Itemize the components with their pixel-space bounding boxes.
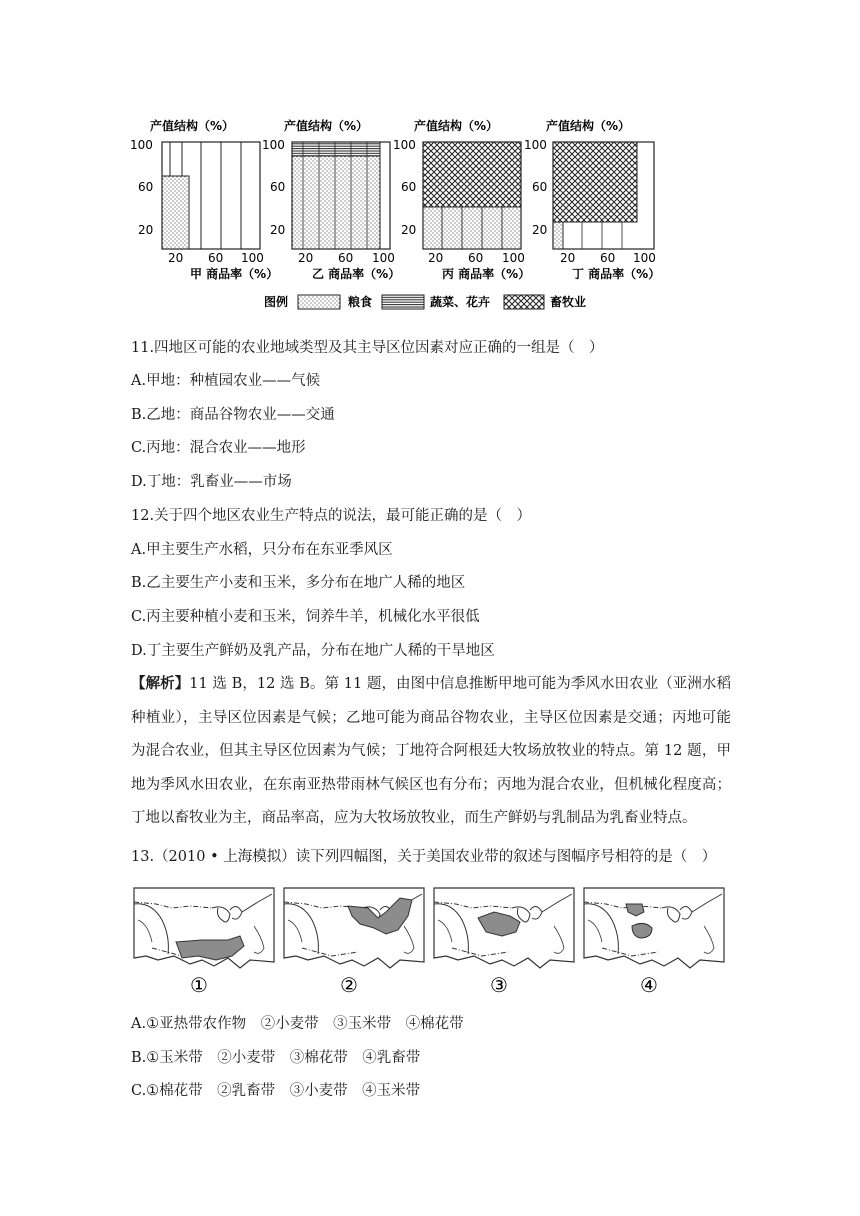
- panel-jia-xtick-20: 20: [168, 251, 184, 265]
- panel-ding-xtick-100: 100: [633, 251, 656, 265]
- panel-ding-y-title: 产值结构（%）: [546, 119, 631, 133]
- q13-option-b: B.①玉米带 ②小麦带 ③棉花带 ④乳畜带: [131, 1050, 421, 1066]
- panel-bing: [393, 118, 530, 281]
- legend-vegetable-swatch: [382, 295, 424, 309]
- map-3-shaded-region: [478, 912, 520, 936]
- legend-grain-label: 粮食: [348, 295, 373, 309]
- panel-yi-ytick-100: 100: [262, 138, 285, 152]
- panel-jia-xtick-60: 60: [208, 251, 224, 265]
- panel-jia-grain-bar: [162, 176, 189, 249]
- legend-title: 图例: [264, 295, 289, 309]
- map-4-label: ④: [640, 973, 658, 997]
- figure-legend: [264, 294, 586, 309]
- panel-ding-xtick-20: 20: [560, 251, 576, 265]
- panel-jia-xtick-100: 100: [241, 251, 264, 265]
- panel-bing-grain-bar: [423, 207, 521, 249]
- panel-yi-y-title: 产值结构（%）: [284, 119, 369, 133]
- legend-grain-swatch: [298, 295, 340, 309]
- production-structure-figure: [128, 112, 661, 322]
- q11-option-d: D.丁地：乳畜业——市场: [131, 474, 292, 490]
- map-2: [284, 888, 424, 997]
- panel-ding-livestock-bar: [553, 142, 637, 222]
- q12-option-b: B.乙主要生产小麦和玉米，多分布在地广人稀的地区: [131, 575, 466, 591]
- q12-option-a: A.甲主要生产水稻，只分布在东亚季风区: [131, 542, 393, 558]
- legend-vegetable-label: 蔬菜、花卉: [430, 295, 491, 309]
- q11-option-c: C.丙地：混合农业——地形: [131, 440, 306, 456]
- panel-ding-ytick-100: 100: [524, 138, 547, 152]
- analysis-text: 11 选 B，12 选 B。第 11 题，由图中信息推断甲地可能为季风水田农业（亚洲水稻种植业），主导区位因素是气候；乙地可能为商品谷物农业，主导区位因素是交通；丙地可能为混合农业，但其主导区位因素为气候；丁地符合阿根廷大牧场放牧业的特点。第 12 题，甲地为季风水田农业，在东南亚热带雨林气候区也有分布；丙地为混合农业，但机械化程度高；丁地以畜牧业为主，商品率高，应为大牧场放牧业，而生产鲜奶与乳制品为乳畜业特点。: [131, 676, 731, 826]
- panel-yi-ytick-60: 60: [270, 180, 286, 194]
- panel-ding-x-label: 丁 商品率（%）: [572, 267, 661, 281]
- panel-bing-xtick-20: 20: [428, 251, 444, 265]
- panel-bing-ytick-60: 60: [401, 180, 417, 194]
- panel-jia-y-title: 产值结构（%）: [150, 119, 235, 133]
- panel-jia: [130, 118, 278, 281]
- panel-bing-xtick-60: 60: [468, 251, 484, 265]
- map-2-label: ②: [340, 973, 358, 997]
- panel-bing-x-label: 丙 商品率（%）: [442, 267, 531, 281]
- map-2-shaded-region: [348, 898, 412, 934]
- panel-jia-ytick-20: 20: [138, 223, 154, 237]
- map-3-label: ③: [490, 973, 508, 997]
- panel-yi-xtick-100: 100: [372, 251, 395, 265]
- panel-ding-ytick-60: 60: [532, 180, 548, 194]
- panel-jia-ytick-100: 100: [130, 138, 153, 152]
- map-4-shaded-region-south: [632, 923, 652, 938]
- panel-yi-xtick-20: 20: [298, 251, 314, 265]
- us-agriculture-maps: [128, 884, 728, 996]
- panel-bing-xtick-100: 100: [502, 251, 525, 265]
- q12-stem: 12.关于四个地区农业生产特点的说法，最可能正确的是（ ）: [131, 508, 532, 524]
- map-1-label: ①: [190, 973, 208, 997]
- panel-yi-ytick-20: 20: [270, 223, 286, 237]
- q13-option-a: A.①亚热带农作物 ②小麦带 ③玉米带 ④棉花带: [131, 1016, 464, 1032]
- legend-livestock-label: 畜牧业: [550, 295, 587, 309]
- map-3: [434, 888, 574, 997]
- panel-yi-x-label: 乙 商品率（%）: [312, 267, 401, 281]
- panel-bing-ytick-20: 20: [401, 223, 417, 237]
- panel-bing-ytick-100: 100: [393, 138, 416, 152]
- map-4-shaded-region-north: [626, 904, 644, 916]
- panel-bing-y-title: 产值结构（%）: [414, 119, 499, 133]
- q13-option-c: C.①棉花带 ②乳畜带 ③小麦带 ④玉米带: [131, 1083, 421, 1099]
- map-1-shaded-region: [176, 936, 244, 960]
- panel-ding-xtick-60: 60: [600, 251, 616, 265]
- q13-stem: 13.（2010 • 上海模拟）读下列四幅图，关于美国农业带的叙述与图幅序号相符的是（ ）: [131, 849, 717, 865]
- panel-ding: [524, 118, 660, 281]
- q11-stem: 11.四地区可能的农业地域类型及其主导区位因素对应正确的一组是（ ）: [131, 340, 604, 356]
- legend-livestock-swatch: [504, 295, 544, 309]
- analysis-label: 【解析】: [131, 675, 190, 692]
- panel-ding-ytick-20: 20: [532, 223, 548, 237]
- panel-jia-x-label: 甲 商品率（%）: [190, 267, 279, 281]
- panel-ding-grain-bar: [553, 222, 563, 249]
- panel-yi-xtick-60: 60: [338, 251, 354, 265]
- q11-option-a: A.甲地：种植园农业——气候: [131, 373, 321, 389]
- map-4: [584, 888, 724, 997]
- panel-jia-ytick-60: 60: [138, 180, 154, 194]
- q12-option-d: D.丁主要生产鲜奶及乳产品，分布在地广人稀的干旱地区: [131, 643, 495, 659]
- q12-option-c: C.丙主要种植小麦和玉米，饲养牛羊，机械化水平很低: [131, 609, 480, 625]
- analysis-paragraph: [131, 667, 731, 836]
- map-1: [134, 888, 274, 997]
- panel-yi: [262, 118, 400, 281]
- panel-bing-livestock-bar: [423, 142, 521, 207]
- q11-option-b: B.乙地：商品谷物农业——交通: [131, 407, 335, 423]
